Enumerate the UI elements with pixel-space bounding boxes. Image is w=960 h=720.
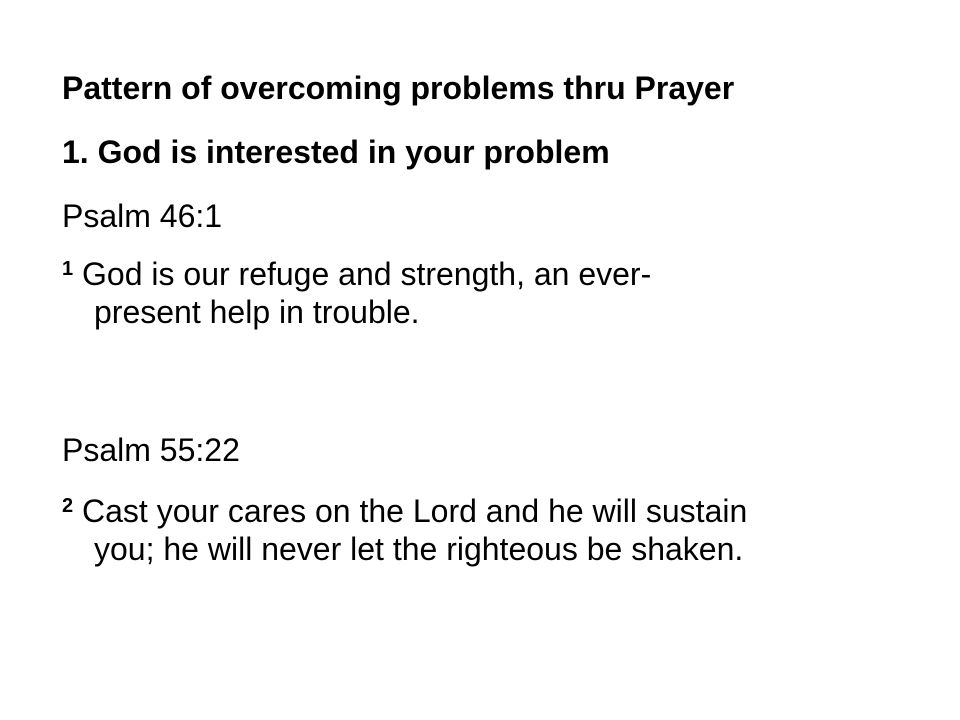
verse-number-1: 1: [62, 258, 74, 280]
verse-line-2b: you; he will never let the righteous be shaken.: [94, 531, 744, 567]
slide-heading: Pattern of overcoming problems thru Prayer: [62, 70, 735, 106]
verse-line-2a: Cast your cares on the Lord and he will sustain: [82, 493, 748, 529]
verse-line-1b: present help in trouble.: [94, 294, 420, 330]
verse-text-2: [62, 492, 902, 568]
verse-text-1: [62, 255, 902, 331]
point-title: 1. God is interested in your problem: [62, 134, 610, 170]
passage-reference-2: Psalm 55:22: [62, 432, 240, 468]
verse-line-1a: God is our refuge and strength, an ever-: [82, 256, 652, 292]
verse-number-2: 2: [62, 495, 74, 517]
passage-reference-1: Psalm 46:1: [62, 198, 223, 234]
